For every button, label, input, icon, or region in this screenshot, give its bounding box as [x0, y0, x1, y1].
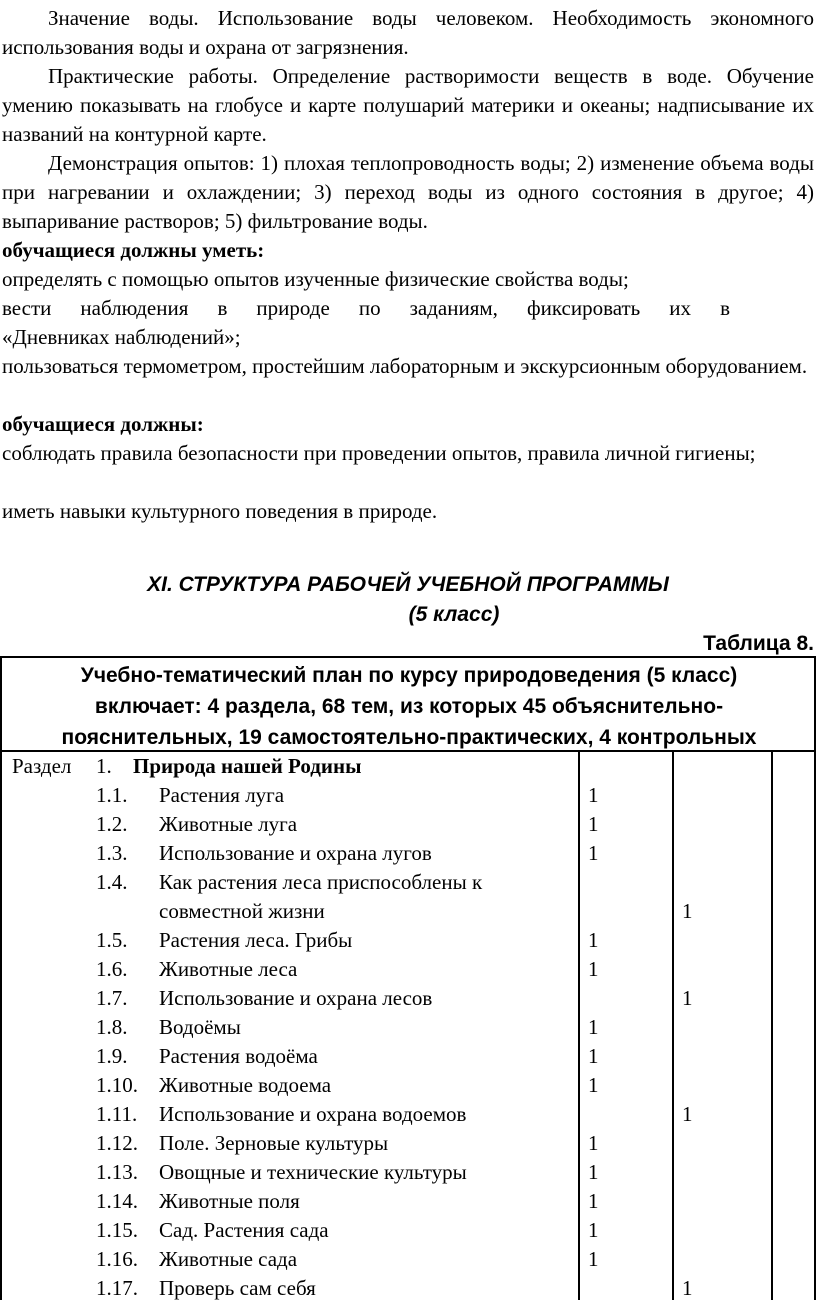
- table-row: [0, 810, 816, 839]
- topic-number: 1.14.: [96, 1189, 138, 1213]
- table-row: [0, 1013, 816, 1042]
- topic-number: 1.15.: [96, 1218, 138, 1242]
- skills-item-2-line-2: «Дневниках наблюдений»;: [2, 325, 241, 349]
- section-row: [0, 752, 816, 781]
- topic-title: совместной жизни: [159, 899, 325, 923]
- topic-title: Сад. Растения сада: [159, 1218, 329, 1242]
- duties-heading: обучащиеся должны:: [2, 412, 204, 436]
- topic-title: Использование и охрана лугов: [159, 841, 432, 865]
- duties-item-1: [2, 439, 814, 468]
- table-label: Таблица 8.: [703, 632, 814, 655]
- topic-number: 1.5.: [96, 928, 128, 952]
- topic-number: 1.7.: [96, 986, 128, 1010]
- explanatory-count: 1: [588, 812, 599, 836]
- explanatory-count: 1: [588, 1044, 599, 1068]
- table-top-border: [0, 656, 816, 658]
- topic-title: Животные леса: [159, 957, 298, 981]
- table-row: [0, 781, 816, 810]
- topic-title: Животные луга: [159, 812, 298, 836]
- skills-item-2-line-1: вести наблюдения в природе по заданиям, фиксировать их в: [2, 296, 730, 320]
- explanatory-count: 1: [588, 957, 599, 981]
- skills-item-1: определять с помощью опытов изученные физические свойства воды;: [2, 267, 629, 291]
- table-row: [0, 1129, 816, 1158]
- topic-title: Животные поля: [159, 1189, 300, 1213]
- table-row: [0, 955, 816, 984]
- duties-item-1-text: соблюдать правила безопасности при проведении опытов, правила личной гигиены;: [2, 441, 756, 465]
- table-row: [0, 1245, 816, 1274]
- explanatory-count: 1: [588, 841, 599, 865]
- topic-title: Использование и охрана лесов: [159, 986, 433, 1010]
- practical-count: 1: [682, 1276, 693, 1300]
- topic-number: 1.8.: [96, 1015, 128, 1039]
- topic-number: 1.9.: [96, 1044, 128, 1068]
- section-subheading: (5 класс): [408, 603, 500, 626]
- duties-item-2: иметь навыки культурного поведения в природе.: [2, 499, 438, 523]
- topic-number: 1.16.: [96, 1247, 138, 1271]
- section-label: Раздел: [12, 754, 72, 778]
- intro-paragraph-1: [2, 4, 814, 62]
- table-row: [0, 897, 816, 926]
- intro-paragraph-3: [2, 149, 814, 236]
- table-row: [0, 1216, 816, 1245]
- topic-title: Как растения леса приспособлены к: [159, 870, 483, 894]
- intro-text-2: Практические работы. Определение растворимости веществ в воде. Обучение умению показывать на глобусе и карте полушарий материки и океаны; надписывание их названий на контурной карте.: [2, 64, 814, 146]
- explanatory-count: 1: [588, 783, 599, 807]
- table-header-line-2: включает: 4 раздела, 68 тем, из которых 45 объяснительно-: [94, 695, 724, 718]
- table-row: [0, 1100, 816, 1129]
- topic-number: 1.6.: [96, 957, 128, 981]
- topic-title: Поле. Зерновые культуры: [159, 1131, 389, 1155]
- topic-title: Использование и охрана водоемов: [159, 1102, 467, 1126]
- table-row: [0, 868, 816, 897]
- explanatory-count: 1: [588, 928, 599, 952]
- topic-title: Растения водоёма: [159, 1044, 318, 1068]
- table-row: [0, 1042, 816, 1071]
- table-header: [6, 660, 812, 753]
- topic-title: Растения леса. Грибы: [159, 928, 353, 952]
- skills-item-3: [2, 352, 814, 381]
- topic-number: 1.1.: [96, 783, 128, 807]
- topic-number: 1.3.: [96, 841, 128, 865]
- explanatory-count: 1: [588, 1160, 599, 1184]
- topic-number: 1.10.: [96, 1073, 138, 1097]
- explanatory-count: 1: [588, 1015, 599, 1039]
- skills-item-3-text: пользоваться термометром, простейшим лабораторным и экскурсионным оборудованием.: [2, 354, 808, 378]
- topic-title: Проверь сам себя: [159, 1276, 316, 1300]
- table-row: [0, 1158, 816, 1187]
- table-row: [0, 1187, 816, 1216]
- topic-title: Животные водоема: [159, 1073, 332, 1097]
- topic-number: 1.11.: [96, 1102, 138, 1126]
- explanatory-count: 1: [588, 1189, 599, 1213]
- table-row: [0, 1071, 816, 1100]
- skills-heading: обучащиеся должны уметь:: [2, 238, 265, 262]
- topic-title: Водоёмы: [159, 1015, 241, 1039]
- table-header-line-3: пояснительных, 19 самостоятельно-практических, 4 контрольных: [61, 726, 757, 749]
- topic-title: Растения луга: [159, 783, 285, 807]
- explanatory-count: 1: [588, 1218, 599, 1242]
- topic-title: Животные сада: [159, 1247, 298, 1271]
- practical-count: 1: [682, 986, 693, 1010]
- explanatory-count: 1: [588, 1073, 599, 1097]
- topic-number: 1.4.: [96, 870, 128, 894]
- table-row: [0, 1274, 816, 1303]
- intro-paragraph-2: [2, 62, 814, 149]
- topic-number: 1.2.: [96, 812, 128, 836]
- section-heading: XI. СТРУКТУРА РАБОЧЕЙ УЧЕБНОЙ ПРОГРАММЫ: [147, 573, 669, 596]
- intro-text-1: Значение воды. Использование воды человеком. Необходимость экономного использования воды и охрана от загрязнения.: [2, 6, 814, 59]
- table-row: [0, 839, 816, 868]
- table-row: [0, 984, 816, 1013]
- topic-number: 1.12.: [96, 1131, 138, 1155]
- topic-title: Овощные и технические культуры: [159, 1160, 467, 1184]
- practical-count: 1: [682, 899, 693, 923]
- explanatory-count: 1: [588, 1131, 599, 1155]
- table-header-line-1: Учебно-тематический план по курсу природоведения (5 класс): [80, 664, 738, 687]
- curriculum-table: [0, 656, 816, 1300]
- table-row: [0, 926, 816, 955]
- intro-text-3: Демонстрация опытов: 1) плохая теплопроводность воды; 2) изменение объема воды при нагревании и охлаждении; 3) переход воды из одного состояния в другое; 4) выпаривание растворов; 5) фильтрование воды.: [2, 151, 814, 233]
- section-title: Природа нашей Родины: [133, 754, 362, 778]
- section-number: 1.: [96, 754, 112, 778]
- topic-number: 1.17.: [96, 1276, 138, 1300]
- explanatory-count: 1: [588, 1247, 599, 1271]
- topic-number: 1.13.: [96, 1160, 138, 1184]
- practical-count: 1: [682, 1102, 693, 1126]
